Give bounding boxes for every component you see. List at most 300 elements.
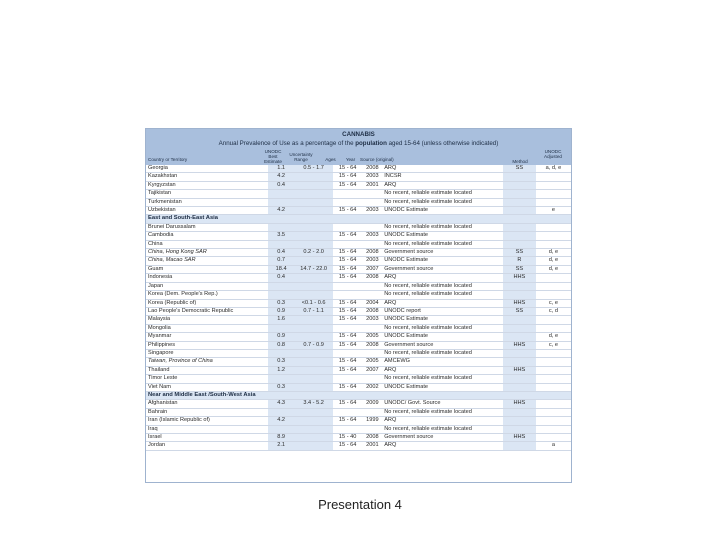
cell-ages	[333, 425, 363, 433]
cell-method	[503, 375, 536, 383]
cell-adjusted	[536, 181, 571, 189]
cell-best: 18.4	[268, 265, 295, 273]
table-row	[146, 198, 571, 206]
cell-country: Viet Nam	[146, 383, 268, 391]
cell-year	[363, 198, 383, 206]
cell-adjusted	[536, 400, 571, 408]
table-row	[146, 375, 571, 383]
cell-country: Japan	[146, 282, 268, 290]
cell-ages	[333, 223, 363, 231]
cell-year: 2008	[363, 434, 383, 442]
header-country: Country or Territory	[148, 157, 188, 162]
cell-ages: 15 - 64	[333, 265, 363, 273]
cell-method	[503, 198, 536, 206]
cell-range	[295, 366, 333, 374]
cell-best: 0.9	[268, 307, 295, 315]
cell-source: ARQ	[382, 417, 503, 425]
cell-country: Uzbekistan	[146, 207, 268, 215]
cell-source: UNODC Estimate	[382, 316, 503, 324]
cell-method	[503, 223, 536, 231]
header-adjusted: UNODC Adjusted	[544, 149, 562, 159]
table-header-band	[146, 129, 571, 165]
table-row	[146, 442, 571, 450]
table-row	[146, 417, 571, 425]
section-title: East and South-East Asia	[146, 215, 571, 223]
cell-year: 2008	[363, 274, 383, 282]
cell-country: Israel	[146, 434, 268, 442]
cell-year: 2003	[363, 207, 383, 215]
cell-ages: 15 - 64	[333, 366, 363, 374]
cell-year	[363, 223, 383, 231]
cell-ages: 15 - 64	[333, 207, 363, 215]
cell-best: 2.1	[268, 442, 295, 450]
cell-country: Malaysia	[146, 316, 268, 324]
slide-caption: Presentation 4	[318, 497, 402, 512]
table-row	[146, 173, 571, 181]
cell-range: 0.7 - 0.9	[295, 341, 333, 349]
cell-country: Tajikistan	[146, 190, 268, 198]
cell-method: HHS	[503, 274, 536, 282]
cell-best	[268, 375, 295, 383]
cell-ages: 15 - 64	[333, 257, 363, 265]
header-best: UNODC Best Estimate	[264, 149, 282, 164]
cell-year: 2008	[363, 165, 383, 173]
table-row	[146, 349, 571, 357]
cell-adjusted: c, d	[536, 307, 571, 315]
cell-method	[503, 442, 536, 450]
table-row	[146, 358, 571, 366]
table-row	[146, 307, 571, 315]
cell-ages: 15 - 64	[333, 181, 363, 189]
cell-method	[503, 333, 536, 341]
cell-source: INCSR	[382, 173, 503, 181]
cell-source: UNODC report	[382, 307, 503, 315]
cell-best	[268, 223, 295, 231]
cell-range: 0.7 - 1.1	[295, 307, 333, 315]
cell-adjusted: c, e	[536, 299, 571, 307]
table-row	[146, 324, 571, 332]
cell-ages: 15 - 64	[333, 383, 363, 391]
cell-method	[503, 181, 536, 189]
table-row	[146, 257, 571, 265]
cell-ages: 15 - 64	[333, 307, 363, 315]
cell-country: Myanmar	[146, 333, 268, 341]
cell-ages	[333, 291, 363, 299]
cell-best: 0.3	[268, 383, 295, 391]
cell-range	[295, 316, 333, 324]
cell-source: Government source	[382, 434, 503, 442]
cell-method: R	[503, 257, 536, 265]
table-row	[146, 425, 571, 433]
cell-range	[295, 324, 333, 332]
cell-adjusted: d, e	[536, 249, 571, 257]
cell-ages	[333, 408, 363, 416]
column-headers	[146, 148, 571, 165]
cell-method: SS	[503, 265, 536, 273]
cell-country: China, Hong Kong SAR	[146, 249, 268, 257]
cell-adjusted	[536, 240, 571, 248]
cell-range	[295, 257, 333, 265]
header-method: Method	[512, 159, 528, 164]
cell-adjusted	[536, 274, 571, 282]
cell-best: 8.9	[268, 434, 295, 442]
table-row	[146, 249, 571, 257]
cell-source: ARQ	[382, 181, 503, 189]
cell-year: 2004	[363, 299, 383, 307]
cell-best	[268, 408, 295, 416]
cell-method	[503, 425, 536, 433]
cell-adjusted	[536, 366, 571, 374]
cell-year: 2005	[363, 358, 383, 366]
cell-best: 0.3	[268, 299, 295, 307]
cell-source: ARQ	[382, 274, 503, 282]
cell-adjusted: e	[536, 207, 571, 215]
cell-country: Georgia	[146, 165, 268, 173]
cell-country: Indonesia	[146, 274, 268, 282]
prevalence-table	[146, 165, 571, 451]
cell-method: HHS	[503, 400, 536, 408]
cell-country: Philippines	[146, 341, 268, 349]
cell-best: 0.9	[268, 333, 295, 341]
cell-best: 1.1	[268, 165, 295, 173]
cell-adjusted	[536, 417, 571, 425]
cell-year	[363, 190, 383, 198]
cell-ages	[333, 198, 363, 206]
table-row	[146, 366, 571, 374]
cell-range	[295, 240, 333, 248]
cell-year: 2005	[363, 333, 383, 341]
table-row	[146, 282, 571, 290]
cell-range	[295, 408, 333, 416]
cell-adjusted: c, e	[536, 341, 571, 349]
cell-range	[295, 190, 333, 198]
cell-ages	[333, 190, 363, 198]
cell-adjusted	[536, 316, 571, 324]
cell-range	[295, 223, 333, 231]
cell-best: 0.8	[268, 341, 295, 349]
cell-adjusted	[536, 408, 571, 416]
cell-source: No recent, reliable estimate located	[382, 223, 503, 231]
cell-method	[503, 383, 536, 391]
table-document	[145, 128, 572, 483]
cell-ages: 15 - 64	[333, 333, 363, 341]
table-row	[146, 207, 571, 215]
cell-range	[295, 232, 333, 240]
cell-method	[503, 190, 536, 198]
cell-ages: 15 - 40	[333, 434, 363, 442]
cell-source: No recent, reliable estimate located	[382, 240, 503, 248]
cell-year: 2008	[363, 249, 383, 257]
cell-best: 1.6	[268, 316, 295, 324]
cell-range	[295, 358, 333, 366]
cell-adjusted: d, e	[536, 333, 571, 341]
cell-range	[295, 383, 333, 391]
cell-best: 0.3	[268, 358, 295, 366]
cell-ages: 15 - 64	[333, 165, 363, 173]
cell-country: Iraq	[146, 425, 268, 433]
cell-source: UNODC Estimate	[382, 207, 503, 215]
table-row	[146, 291, 571, 299]
cell-year: 2003	[363, 232, 383, 240]
cell-adjusted: d, e	[536, 257, 571, 265]
table-row	[146, 341, 571, 349]
cell-best	[268, 291, 295, 299]
cell-ages	[333, 240, 363, 248]
cell-ages: 15 - 64	[333, 249, 363, 257]
cell-year	[363, 425, 383, 433]
cell-adjusted	[536, 383, 571, 391]
cell-best	[268, 324, 295, 332]
cell-method: HHS	[503, 434, 536, 442]
cell-best	[268, 190, 295, 198]
cell-source: UNODC Estimate	[382, 383, 503, 391]
cell-country: Jordan	[146, 442, 268, 450]
cell-source: ARQ	[382, 366, 503, 374]
cell-country: Thailand	[146, 366, 268, 374]
cell-method	[503, 291, 536, 299]
cell-range	[295, 173, 333, 181]
cell-method: HHS	[503, 341, 536, 349]
cell-source: AMCEWG	[382, 358, 503, 366]
cell-year: 2007	[363, 366, 383, 374]
cell-method	[503, 240, 536, 248]
cell-method	[503, 358, 536, 366]
cell-adjusted: d, e	[536, 265, 571, 273]
cell-adjusted	[536, 358, 571, 366]
cell-ages	[333, 324, 363, 332]
cell-ages: 15 - 64	[333, 400, 363, 408]
cell-adjusted	[536, 198, 571, 206]
cell-source: No recent, reliable estimate located	[382, 190, 503, 198]
cell-method	[503, 408, 536, 416]
cell-adjusted	[536, 282, 571, 290]
cell-source: Government source	[382, 341, 503, 349]
table-row	[146, 333, 571, 341]
cell-method: SS	[503, 165, 536, 173]
cell-range: 0.5 - 1.7	[295, 165, 333, 173]
cell-ages: 15 - 64	[333, 299, 363, 307]
cell-best: 4.2	[268, 173, 295, 181]
cell-range	[295, 442, 333, 450]
cell-best: 0.4	[268, 249, 295, 257]
cell-best: 1.2	[268, 366, 295, 374]
cell-best: 4.2	[268, 207, 295, 215]
table-row	[146, 265, 571, 273]
cell-year: 2008	[363, 341, 383, 349]
cell-country: Taiwan, Province of China	[146, 358, 268, 366]
cell-range	[295, 417, 333, 425]
cell-country: Bahrain	[146, 408, 268, 416]
cell-year	[363, 349, 383, 357]
cell-year: 2009	[363, 400, 383, 408]
cell-ages	[333, 349, 363, 357]
cell-source: No recent, reliable estimate located	[382, 425, 503, 433]
cell-source: Government source	[382, 249, 503, 257]
cell-method	[503, 316, 536, 324]
cell-range	[295, 349, 333, 357]
cell-country: Kazakhstan	[146, 173, 268, 181]
cell-country: China, Macao SAR	[146, 257, 268, 265]
cell-best	[268, 349, 295, 357]
cell-year: 2008	[363, 307, 383, 315]
cell-country: Timor Leste	[146, 375, 268, 383]
cell-source: No recent, reliable estimate located	[382, 349, 503, 357]
cell-source: UNODC Estimate	[382, 257, 503, 265]
cell-ages: 15 - 64	[333, 316, 363, 324]
cell-method: HHS	[503, 366, 536, 374]
table-subtitle: Annual Prevalence of Use as a percentage of the population aged 15-64 (unless otherwise indicated)	[218, 140, 499, 147]
cell-best: 0.4	[268, 274, 295, 282]
section-header	[146, 391, 571, 399]
table-row	[146, 400, 571, 408]
cell-adjusted	[536, 375, 571, 383]
cell-source: ARQ	[382, 299, 503, 307]
cell-method	[503, 173, 536, 181]
cell-adjusted	[536, 324, 571, 332]
cell-country: Iran (Islamic Republic of)	[146, 417, 268, 425]
table-row	[146, 299, 571, 307]
cell-year: 2003	[363, 173, 383, 181]
table-row	[146, 240, 571, 248]
cell-adjusted	[536, 349, 571, 357]
cell-best	[268, 425, 295, 433]
cell-country: Lao People's Democratic Republic	[146, 307, 268, 315]
header-source: Source (original)	[360, 157, 394, 162]
cell-ages: 15 - 64	[333, 417, 363, 425]
cell-best: 4.2	[268, 417, 295, 425]
cell-range	[295, 375, 333, 383]
cell-range	[295, 198, 333, 206]
cell-range: 3.4 - 5.2	[295, 400, 333, 408]
cell-country: Turkmenistan	[146, 198, 268, 206]
cell-ages: 15 - 64	[333, 232, 363, 240]
cell-year	[363, 282, 383, 290]
cell-country: Korea (Dem. People's Rep.)	[146, 291, 268, 299]
cell-best: 3.5	[268, 232, 295, 240]
cell-country: Singapore	[146, 349, 268, 357]
cell-source: Government source	[382, 265, 503, 273]
table-row	[146, 181, 571, 189]
cell-year	[363, 375, 383, 383]
cell-year: 2001	[363, 442, 383, 450]
section-title: Near and Middle East /South-West Asia	[146, 391, 571, 399]
header-year: Year	[345, 157, 356, 162]
cell-method: HHS	[503, 299, 536, 307]
cell-source: No recent, reliable estimate located	[382, 282, 503, 290]
cell-range	[295, 181, 333, 189]
cell-country: Afghanistan	[146, 400, 268, 408]
cell-source: ARQ	[382, 165, 503, 173]
table-row	[146, 232, 571, 240]
cell-year: 2003	[363, 316, 383, 324]
cell-adjusted	[536, 434, 571, 442]
cell-source: No recent, reliable estimate located	[382, 324, 503, 332]
cell-adjusted	[536, 291, 571, 299]
cell-source: No recent, reliable estimate located	[382, 408, 503, 416]
cell-ages	[333, 282, 363, 290]
cell-range	[295, 274, 333, 282]
cell-method	[503, 232, 536, 240]
table-row	[146, 223, 571, 231]
section-header	[146, 215, 571, 223]
cell-adjusted	[536, 232, 571, 240]
cell-country: Cambodia	[146, 232, 268, 240]
cell-method: SS	[503, 249, 536, 257]
cell-ages: 15 - 64	[333, 358, 363, 366]
cell-best: 4.3	[268, 400, 295, 408]
cell-source: No recent, reliable estimate located	[382, 291, 503, 299]
cell-source: No recent, reliable estimate located	[382, 198, 503, 206]
cell-range	[295, 291, 333, 299]
cell-ages: 15 - 64	[333, 274, 363, 282]
table-row	[146, 274, 571, 282]
cell-ages: 15 - 64	[333, 341, 363, 349]
cell-year	[363, 291, 383, 299]
cell-source: No recent, reliable estimate located	[382, 375, 503, 383]
cell-range	[295, 207, 333, 215]
table-row	[146, 190, 571, 198]
table-row	[146, 383, 571, 391]
table-row	[146, 316, 571, 324]
cell-ages: 15 - 64	[333, 442, 363, 450]
cell-year	[363, 240, 383, 248]
cell-best	[268, 282, 295, 290]
cell-year: 2002	[363, 383, 383, 391]
cell-country: Brunei Darussalam	[146, 223, 268, 231]
cell-range: <0.1 - 0.6	[295, 299, 333, 307]
cell-adjusted: a	[536, 442, 571, 450]
cell-year: 1999	[363, 417, 383, 425]
cell-adjusted	[536, 190, 571, 198]
cell-best	[268, 240, 295, 248]
cell-country: Mongolia	[146, 324, 268, 332]
cell-best: 0.4	[268, 181, 295, 189]
cell-range	[295, 434, 333, 442]
cell-method	[503, 324, 536, 332]
header-range: Uncertainty Range	[289, 152, 313, 162]
cell-range: 14.7 - 22.0	[295, 265, 333, 273]
cell-method: SS	[503, 307, 536, 315]
cell-adjusted	[536, 173, 571, 181]
cell-adjusted	[536, 223, 571, 231]
header-ages: Ages	[325, 157, 336, 162]
cell-best	[268, 198, 295, 206]
table-row	[146, 165, 571, 173]
cell-country: Kyrgyzstan	[146, 181, 268, 189]
cell-ages: 15 - 64	[333, 173, 363, 181]
cell-range	[295, 425, 333, 433]
cell-best: 0.7	[268, 257, 295, 265]
table-row	[146, 434, 571, 442]
cell-year	[363, 324, 383, 332]
table-title: CANNABIS	[342, 131, 375, 138]
cell-country: China	[146, 240, 268, 248]
cell-year: 2003	[363, 257, 383, 265]
cell-source: UNODC Estimate	[382, 232, 503, 240]
cell-method	[503, 282, 536, 290]
cell-method	[503, 417, 536, 425]
cell-method	[503, 349, 536, 357]
cell-method	[503, 207, 536, 215]
cell-source: ARQ	[382, 442, 503, 450]
cell-year: 2001	[363, 181, 383, 189]
cell-source: UNODC Estimate	[382, 333, 503, 341]
cell-country: Korea (Republic of)	[146, 299, 268, 307]
cell-range	[295, 282, 333, 290]
cell-source: UNODC/ Govt. Source	[382, 400, 503, 408]
cell-country: Guam	[146, 265, 268, 273]
cell-range	[295, 333, 333, 341]
